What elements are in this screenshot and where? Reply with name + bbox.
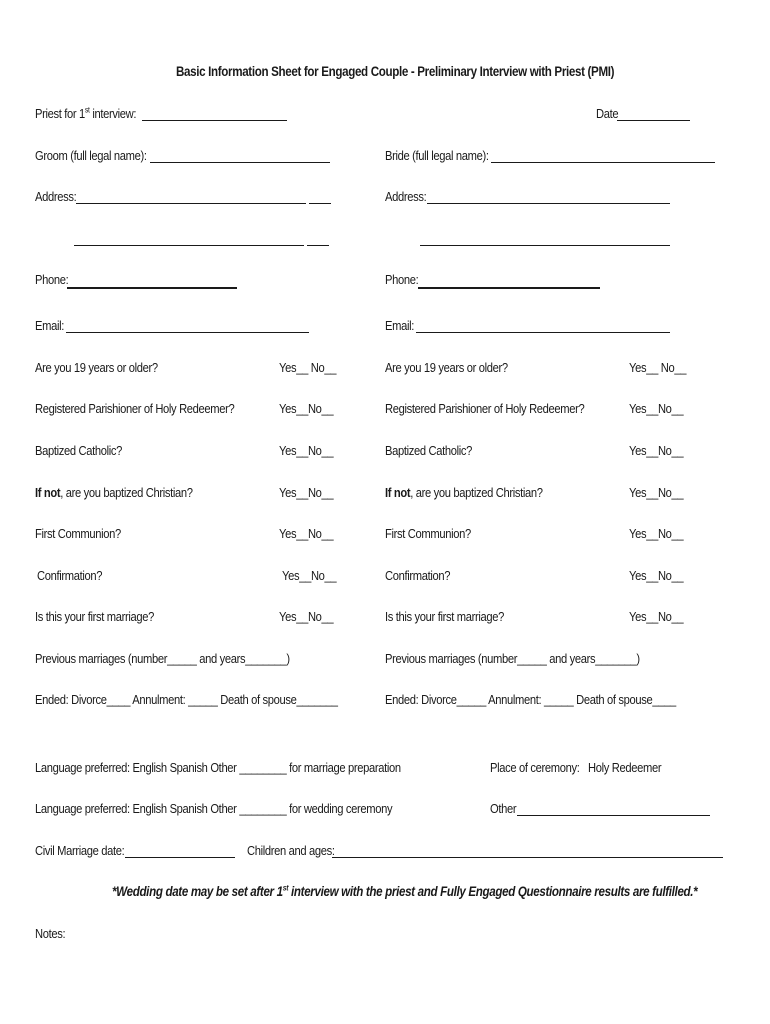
groom-address-line2[interactable]	[74, 245, 304, 246]
groom-baptized-question: Baptized Catholic?	[35, 443, 123, 458]
groom-communion-question: First Communion?	[35, 526, 121, 541]
bride-baptized-yesno[interactable]: Yes__No__	[629, 443, 684, 458]
groom-address-label: Address:	[35, 189, 77, 204]
other-place-label: Other	[490, 801, 517, 816]
groom-email-field[interactable]	[66, 332, 309, 333]
bride-phone-label: Phone:	[385, 272, 419, 287]
groom-ended[interactable]: Ended: Divorce____ Annulment: _____ Death of spouse_______	[35, 692, 338, 707]
bride-name-field[interactable]	[491, 162, 715, 163]
bride-registered-yesno[interactable]: Yes__No__	[629, 401, 684, 416]
bride-baptized-question: Baptized Catholic?	[385, 443, 473, 458]
page-title: Basic Information Sheet for Engaged Couple - Preliminary Interview with Priest (PMI)	[176, 64, 615, 79]
bride-name-label: Bride (full legal name):	[385, 148, 489, 163]
bride-first-marriage-yesno[interactable]: Yes__No__	[629, 609, 684, 624]
groom-confirmation-question: Confirmation?	[37, 568, 103, 583]
groom-first-marriage-yesno[interactable]: Yes__No__	[279, 609, 334, 624]
bride-email-field[interactable]	[416, 332, 670, 333]
bride-registered-question: Registered Parishioner of Holy Redeemer?	[385, 401, 585, 416]
bride-communion-yesno[interactable]: Yes__No__	[629, 526, 684, 541]
bride-christian-yesno[interactable]: Yes__No__	[629, 485, 684, 500]
groom-address-line2b[interactable]	[307, 245, 329, 246]
footnote: *Wedding date may be set after 1st interview with the priest and Fully Engaged Questionnaire results are fulfilled.*	[112, 883, 698, 899]
groom-address-line1b[interactable]	[309, 203, 331, 204]
bride-confirmation-yesno[interactable]: Yes__No__	[629, 568, 684, 583]
groom-email-label: Email:	[35, 318, 64, 333]
bride-email-label: Email:	[385, 318, 414, 333]
bride-first-marriage-question: Is this your first marriage?	[385, 609, 504, 624]
place-label: Place of ceremony:	[490, 760, 580, 775]
groom-registered-question: Registered Parishioner of Holy Redeemer?	[35, 401, 235, 416]
bride-ended[interactable]: Ended: Divorce_____ Annulment: _____ Death of spouse____	[385, 692, 676, 707]
bride-age-yesno[interactable]: Yes__ No__	[629, 360, 687, 375]
bride-address-line2[interactable]	[420, 245, 670, 246]
other-place-field[interactable]	[517, 815, 710, 816]
bride-age-question: Are you 19 years or older?	[385, 360, 508, 375]
priest-field[interactable]	[142, 120, 287, 121]
groom-confirmation-yesno[interactable]: Yes__No__	[282, 568, 337, 583]
groom-address-line1[interactable]	[76, 203, 306, 204]
groom-age-question: Are you 19 years or older?	[35, 360, 158, 375]
children-label: Children and ages:	[247, 843, 335, 858]
bride-communion-question: First Communion?	[385, 526, 471, 541]
bride-address-line1[interactable]	[427, 203, 670, 204]
bride-address-label: Address:	[385, 189, 427, 204]
date-label: Date	[596, 106, 619, 121]
groom-phone-field[interactable]	[67, 287, 237, 289]
children-field[interactable]	[332, 857, 723, 858]
groom-name-field[interactable]	[150, 162, 330, 163]
groom-baptized-yesno[interactable]: Yes__No__	[279, 443, 334, 458]
civil-marriage-label: Civil Marriage date:	[35, 843, 125, 858]
groom-christian-question: If not, are you baptized Christian?	[35, 485, 193, 500]
notes-label: Notes:	[35, 926, 66, 941]
bride-christian-question: If not, are you baptized Christian?	[385, 485, 543, 500]
priest-label: Priest for 1st interview:	[35, 105, 137, 121]
groom-communion-yesno[interactable]: Yes__No__	[279, 526, 334, 541]
groom-name-label: Groom (full legal name):	[35, 148, 147, 163]
civil-marriage-field[interactable]	[125, 857, 235, 858]
groom-previous-marriages[interactable]: Previous marriages (number_____ and years_______)	[35, 651, 290, 666]
groom-christian-yesno[interactable]: Yes__No__	[279, 485, 334, 500]
bride-confirmation-question: Confirmation?	[385, 568, 451, 583]
date-field[interactable]	[617, 120, 690, 121]
language-preparation[interactable]: Language preferred: English Spanish Other ________ for marriage preparation	[35, 760, 401, 775]
bride-phone-field[interactable]	[418, 287, 600, 289]
groom-phone-label: Phone:	[35, 272, 69, 287]
bride-previous-marriages[interactable]: Previous marriages (number_____ and years_______)	[385, 651, 640, 666]
groom-age-yesno[interactable]: Yes__ No__	[279, 360, 337, 375]
place-value: Holy Redeemer	[588, 760, 662, 775]
groom-registered-yesno[interactable]: Yes__No__	[279, 401, 334, 416]
language-ceremony[interactable]: Language preferred: English Spanish Other ________ for wedding ceremony	[35, 801, 393, 816]
groom-first-marriage-question: Is this your first marriage?	[35, 609, 154, 624]
